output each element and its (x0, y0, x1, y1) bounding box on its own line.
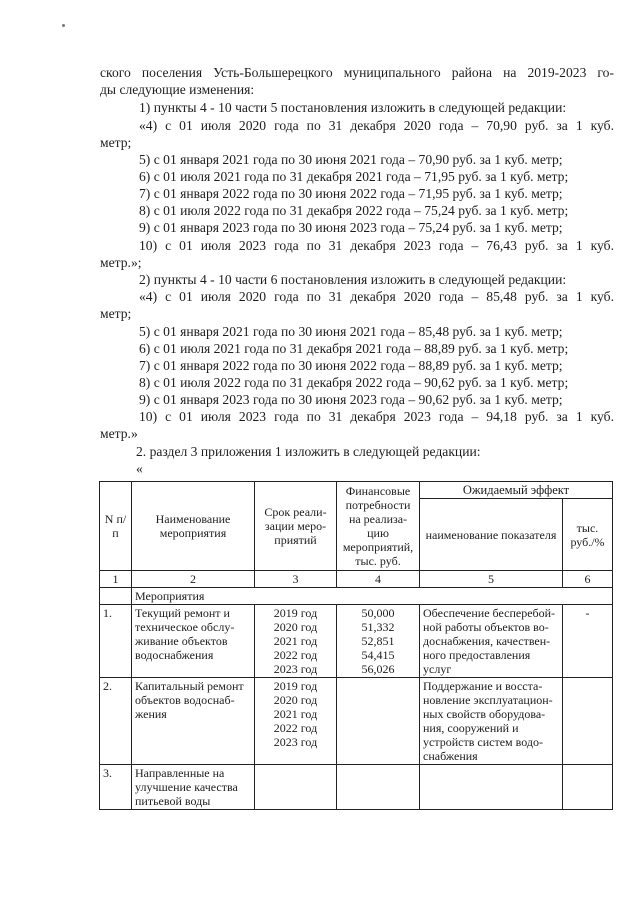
header-finance: Финансовые потребности на реализа- цию мероприятий, тыс. руб. (337, 482, 420, 571)
col-number: 2 (132, 571, 255, 588)
row-num: 2. (100, 678, 132, 765)
row-indicator: Поддержание и восста- новление эксплуатацион- ных свойств оборудова- ния, сооружений и устройств систем водо- снабжения (420, 678, 563, 765)
text-line: 5) с 01 января 2021 года по 30 июня 2021 года – 70,90 руб. за 1 куб. метр; (139, 152, 563, 167)
item1-title: 1) пункты 4 - 10 части 5 постановления изложить в следующей редакции: (139, 100, 567, 115)
section-label: Мероприятия (132, 588, 613, 605)
text-line: ды следующие изменения: (100, 82, 255, 97)
row-indicator: Обеспечение бесперебой- ной работы объектов во- доснабжения, качествен- ного предоставления услуг (420, 605, 563, 678)
empty-cell (100, 588, 132, 605)
header-indicator: наименование показателя (420, 499, 563, 571)
text-line: метр.» (100, 426, 138, 441)
text-line: «4) с 01 июля 2020 года по 31 декабря 2020 года – 70,90 руб. за 1 куб. (139, 118, 614, 133)
row-unit: - (563, 605, 613, 678)
col-number: 6 (563, 571, 613, 588)
measures-table (99, 481, 613, 810)
scan-speck (62, 24, 65, 27)
year: 2019 год (273, 679, 318, 693)
text-line: 7) с 01 января 2022 года по 30 июня 2022 года – 88,89 руб. за 1 куб. метр; (139, 358, 563, 373)
row-amounts (337, 765, 420, 810)
row-amounts (337, 605, 420, 678)
row-name: Капитальный ремонт объектов водоснаб- жения (132, 678, 255, 765)
amount: 52,851 (361, 634, 395, 648)
table-row (100, 765, 613, 810)
text-line: метр; (100, 135, 132, 150)
text-line: 6) с 01 июля 2021 года по 31 декабря 2021 года – 88,89 руб. за 1 куб. метр; (139, 341, 569, 356)
text-line: 8) с 01 июля 2022 года по 31 декабря 2022 года – 75,24 руб. за 1 куб. метр; (139, 203, 569, 218)
row-name: Текущий ремонт и техническое обслу- живание объектов водоснабжения (132, 605, 255, 678)
row-unit (563, 765, 613, 810)
header-effect: Ожидаемый эффект (420, 482, 613, 499)
text-line: 5) с 01 января 2021 года по 30 июня 2021 года – 85,48 руб. за 1 куб. метр; (139, 324, 563, 339)
row-years (255, 605, 337, 678)
header-unit: тыс. руб./% (563, 499, 613, 571)
year: 2023 год (273, 662, 318, 676)
header-name: Наименование мероприятия (132, 482, 255, 571)
text-line: 9) с 01 января 2023 года по 30 июня 2023 года – 90,62 руб. за 1 куб. метр; (139, 392, 563, 407)
text-line: «4) с 01 июля 2020 года по 31 декабря 2020 года – 85,48 руб. за 1 куб. (139, 289, 614, 304)
amount: 50,000 (361, 606, 395, 620)
row-unit (563, 678, 613, 765)
row-name: Направленные на улучшение качества питьевой воды (132, 765, 255, 810)
row-years (255, 678, 337, 765)
row-amounts (337, 678, 420, 765)
row-num: 1. (100, 605, 132, 678)
section-row (100, 588, 613, 605)
row-num: 3. (100, 765, 132, 810)
text-line: 10) с 01 июля 2023 года по 31 декабря 2023 года – 94,18 руб. за 1 куб. (139, 409, 614, 424)
year: 2020 год (273, 693, 318, 707)
year: 2021 год (273, 634, 318, 648)
text-line: метр; (100, 306, 132, 321)
text-line: метр.»; (100, 255, 142, 270)
text-line: 6) с 01 июля 2021 года по 31 декабря 2021 года – 71,95 руб. за 1 куб. метр; (139, 169, 569, 184)
year: 2022 год (273, 721, 318, 735)
header-row (100, 482, 613, 499)
table-row (100, 605, 613, 678)
text-line: 7) с 01 января 2022 года по 30 июня 2022 года – 71,95 руб. за 1 куб. метр; (139, 186, 563, 201)
table-row (100, 678, 613, 765)
amount: 54,415 (361, 648, 395, 662)
header-term: Срок реали- зации меро- приятий (255, 482, 337, 571)
row-years (255, 765, 337, 810)
amount: 51,332 (361, 620, 395, 634)
text-line: 8) с 01 июля 2022 года по 31 декабря 2022 года – 90,62 руб. за 1 куб. метр; (139, 375, 569, 390)
col-number: 5 (420, 571, 563, 588)
year: 2021 год (273, 707, 318, 721)
year: 2019 год (273, 606, 318, 620)
text-line: 9) с 01 января 2023 года по 30 июня 2023 года – 75,24 руб. за 1 куб. метр; (139, 220, 563, 235)
header-num: N п/п (100, 482, 132, 571)
col-number: 4 (337, 571, 420, 588)
col-number: 1 (100, 571, 132, 588)
section2-title: 2. раздел 3 приложения 1 изложить в следующей редакции: (136, 444, 481, 459)
year: 2020 год (273, 620, 318, 634)
item2-title: 2) пункты 4 - 10 части 6 постановления изложить в следующей редакции: (139, 272, 567, 287)
column-numbers-row (100, 571, 613, 588)
text-line: ского поселения Усть-Большерецкого муниципального района на 2019-2023 го- (100, 65, 614, 80)
col-number: 3 (255, 571, 337, 588)
quote-open: « (136, 461, 143, 476)
amount: 56,026 (361, 662, 395, 676)
year: 2022 год (273, 648, 318, 662)
row-indicator (420, 765, 563, 810)
text-line: 10) с 01 июля 2023 года по 31 декабря 2023 года – 76,43 руб. за 1 куб. (139, 238, 614, 253)
year: 2023 год (273, 735, 318, 749)
